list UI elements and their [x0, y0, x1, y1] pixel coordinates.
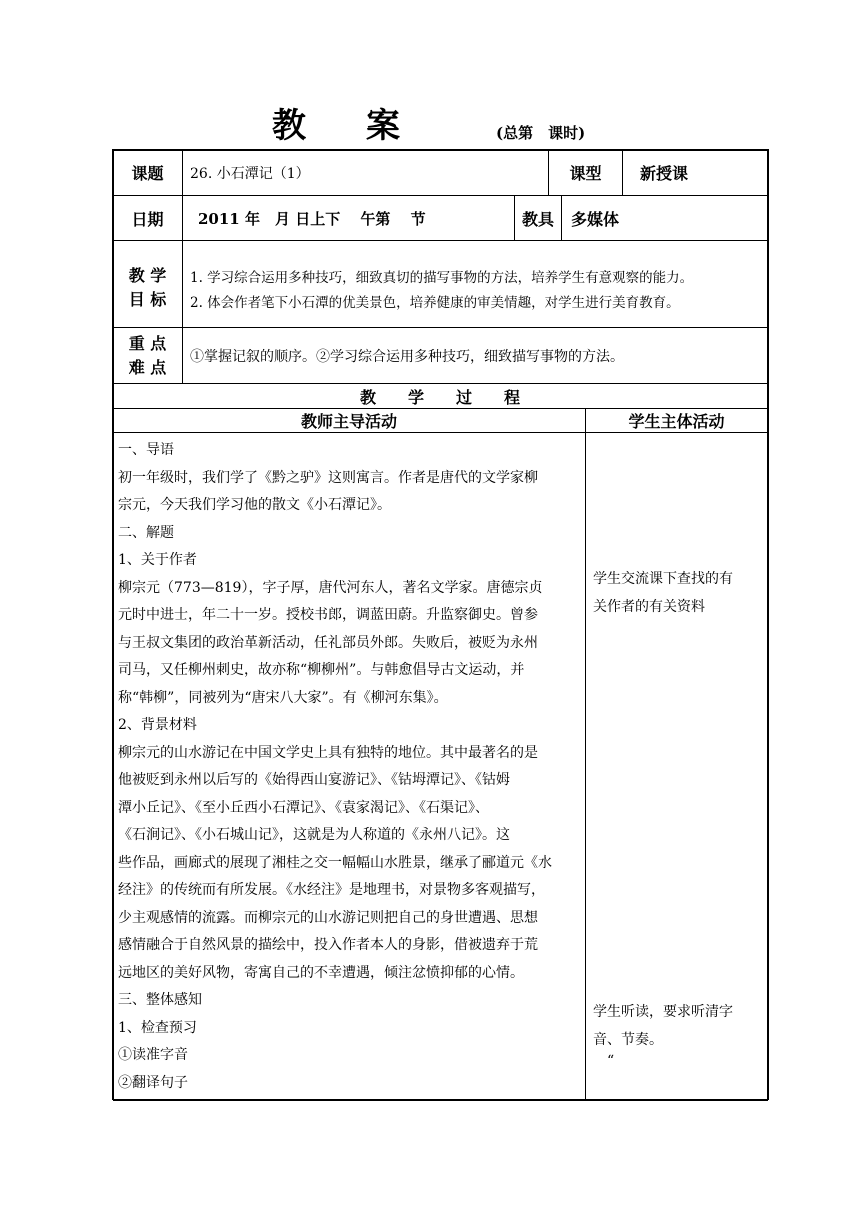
topic-label: 课题: [131, 164, 164, 183]
teacher-line: 宗元，今天我们学习他的散文《小石潭记》。: [118, 497, 391, 513]
student-note-line: 音、节奏。: [593, 1032, 663, 1048]
student-note-author: [593, 566, 763, 621]
process-title: 教 学 过 程: [359, 387, 520, 407]
teacher-line: 少主观感情的流露。而柳宗元的山水游记则把自己的身世遭遇、思想: [118, 909, 538, 926]
teacher-activity-header: 教师主导活动: [300, 412, 397, 431]
goals-label: [113, 264, 182, 312]
student-note-reading: [593, 998, 763, 1068]
date-value: 2011 年 月 日上下 午第 节: [198, 209, 426, 228]
teacher-line: 些作品，画廊式的展现了湘桂之交一幅幅山水胜景，继承了郦道元《水: [118, 854, 552, 871]
teaching-tools-value: 多媒体: [571, 209, 620, 229]
goals-label-line-1: 教 学: [128, 266, 167, 285]
key-points-value: ①掌握记叙的顺序。②学习综合运用多种技巧，细致描写事物的方法。: [190, 348, 624, 365]
student-note-line: 关作者的有关资料: [593, 598, 705, 615]
teacher-activity-content: [118, 437, 582, 1097]
teacher-line: 元时中进士，年二十一岁。授校书郎，调蓝田蔚。升监察御史。曾参: [118, 607, 538, 623]
goals-label-line-2: 目 标: [128, 290, 167, 309]
title-char-2: 案: [366, 106, 400, 146]
topic-value: 26. 小石潭记（1）: [190, 165, 310, 182]
document-title: [272, 103, 472, 149]
teaching-tools-label: 教具: [521, 209, 554, 229]
key-label-line-1: 重 点: [128, 334, 167, 353]
goal-item-1: 1. 学习综合运用多种技巧，细致真切的描写事物的方法，培养学生有意观察的能力。: [190, 270, 694, 286]
key-label-line-2: 难 点: [128, 358, 167, 377]
student-note-line: 学生交流课下查找的有: [593, 571, 733, 587]
teacher-line: 《石涧记》、《小石城山记》，这就是为人称道的《永州八记》。这: [118, 827, 510, 843]
teacher-line: 初一年级时，我们学了《黔之驴》这则寓言。作者是唐代的文学家柳: [118, 469, 538, 486]
teacher-line: ①读准字音: [118, 1047, 188, 1063]
teacher-line: 1、检查预习: [118, 1019, 197, 1036]
teacher-line: 称“韩柳”，同被列为“唐宋八大家”。有《柳河东集》。: [118, 689, 448, 706]
teacher-line: 二、解题: [118, 524, 174, 541]
teacher-line: 1、关于作者: [118, 552, 197, 568]
goal-item-2: 2. 体会作者笔下小石潭的优美景色，培养健康的审美情趣，对学生进行美育教育。: [190, 295, 680, 311]
teacher-line: 远地区的美好风物，寄寓自己的不幸遭遇，倾注忿愤抑郁的心情。: [118, 964, 524, 981]
teacher-line: 一、导语: [118, 442, 174, 458]
teacher-line: 感情融合于自然风景的描绘中，投入作者本人的身影，借被遗弃于荒: [118, 937, 538, 953]
student-note-line: “: [607, 1053, 615, 1069]
lesson-type-label: 课型: [569, 164, 602, 183]
teacher-line: 经注》的传统而有所发展。《水经注》是地理书，对景物多客观描写，: [118, 882, 545, 898]
teacher-line: 与王叔文集团的政治革新活动，任礼部员外郎。失败后，被贬为永州: [118, 634, 538, 651]
student-note-line: 学生听读，要求听清字: [593, 1004, 733, 1020]
lesson-type-value: 新授课: [640, 164, 689, 183]
teacher-line: 2、背景材料: [118, 717, 197, 733]
lesson-count: (总第 课时): [496, 124, 586, 142]
key-points-label: [113, 332, 182, 380]
teacher-line: ②翻译句子: [118, 1074, 188, 1091]
date-label: 日期: [131, 209, 164, 229]
student-activity-header: 学生主体活动: [628, 412, 725, 431]
teacher-line: 司马，又任柳州刺史，故亦称“柳柳州”。与韩愈倡导古文运动，并: [118, 662, 525, 678]
teacher-line: 柳宗元的山水游记在中国文学史上具有独特的地位。其中最著名的是: [118, 744, 538, 761]
title-char-1: 教: [272, 106, 306, 146]
teacher-line: 柳宗元（773—819），字子厚，唐代河东人，著名文学家。唐德宗贞: [118, 579, 543, 596]
goals-list: [190, 266, 762, 316]
teacher-line: 他被贬到永州以后写的《始得西山宴游记》、《钴坶潭记》、《钴姆: [118, 772, 510, 788]
teacher-line: 潭小丘记》、《至小丘西小石潭记》、《袁家渴记》、《石渠记》、: [118, 799, 489, 816]
teacher-line: 三、整体感知: [118, 992, 202, 1008]
